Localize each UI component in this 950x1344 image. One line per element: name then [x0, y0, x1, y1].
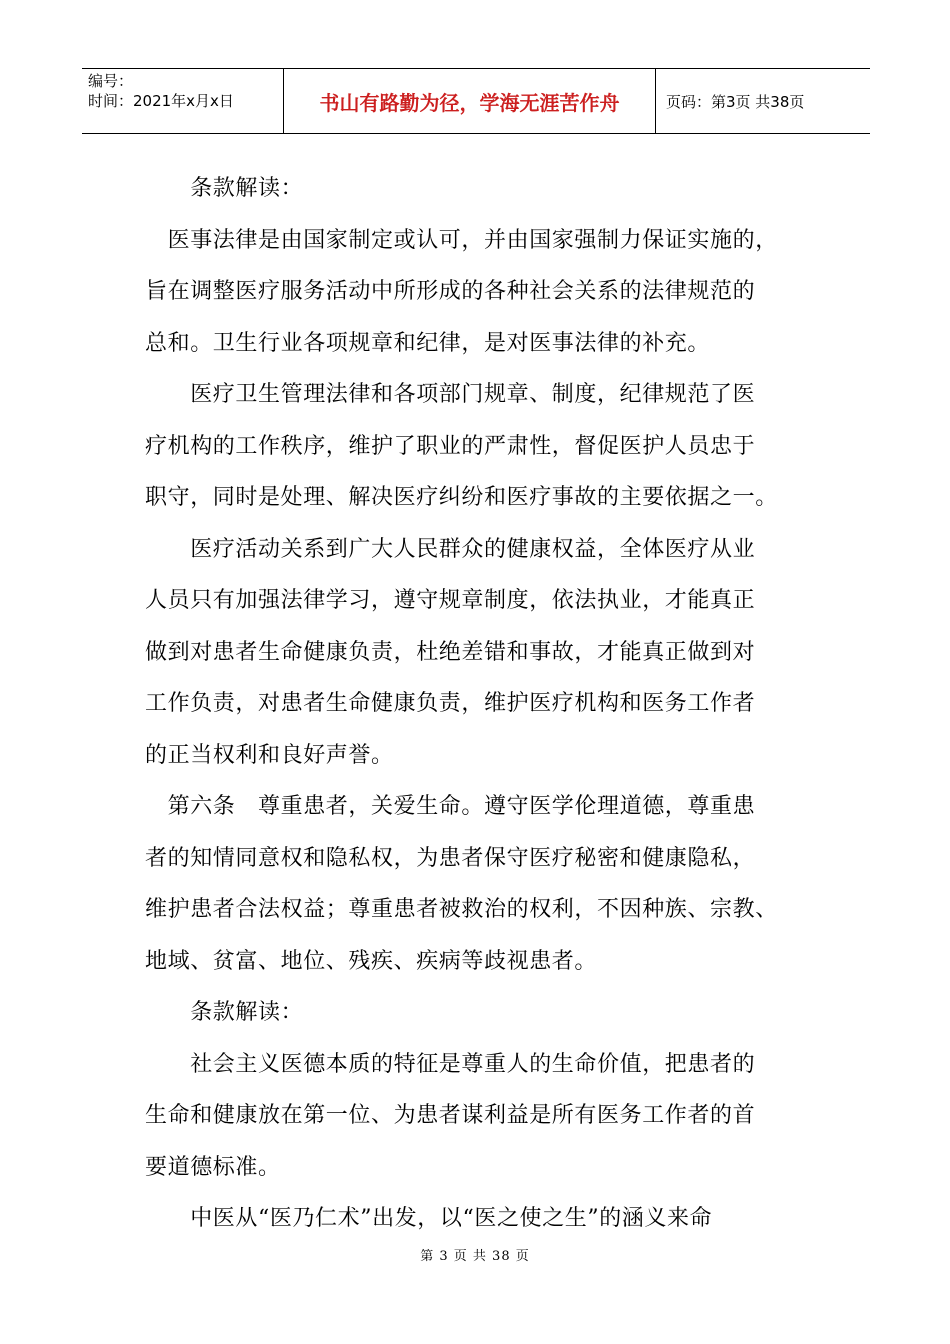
text-line: 地域、贫富、地位、残疾、疾病等歧视患者。 [145, 948, 598, 974]
document-body [145, 163, 815, 1245]
text-line: 旨在调整医疗服务活动中所形成的各种社会关系的法律规范的 [145, 279, 756, 304]
text-line: 医疗卫生管理法律和各项部门规章、制度，纪律规范了医 [145, 382, 756, 407]
text-line: 的正当权利和良好声誉。 [145, 742, 394, 768]
text-line: 工作负责，对患者生命健康负责，维护医疗机构和医务工作者 [145, 691, 756, 716]
header-motto: 书山有路勤为径，学海无涯苦作舟 [284, 69, 656, 133]
page-footer: 第 3 页 共 38 页 [420, 1249, 530, 1264]
text-line: 生命和健康放在第一位、为患者谋利益是所有医务工作者的首 [145, 1103, 756, 1128]
text-line: 者的知情同意权和隐私权，为患者保守医疗秘密和健康隐私， [145, 845, 756, 871]
text-line: 人员只有加强法律学习，遵守规章制度，依法执业，才能真正 [145, 588, 756, 613]
text-line: 职守，同时是处理、解决医疗纠纷和医疗事故的主要依据之一。 [145, 485, 778, 510]
text-line: 条款解读： [145, 1000, 304, 1025]
header-page-info: 页码：第3页 共38页 [666, 92, 805, 111]
text-line: 医疗活动关系到广大人民群众的健康权益，全体医疗从业 [145, 536, 756, 562]
page-header [82, 68, 870, 134]
text-line: 要道德标准。 [145, 1154, 281, 1180]
text-line: 维护患者合法权益；尊重患者被救治的权利，不因种族、宗教、 [145, 897, 778, 922]
text-line: 条款解读： [145, 176, 304, 201]
text-line: 疗机构的工作秩序，维护了职业的严肃性，督促医护人员忠于 [145, 433, 756, 459]
text-line: 社会主义医德本质的特征是尊重人的生命价值，把患者的 [145, 1051, 756, 1077]
document-number: 编号： [88, 72, 134, 90]
text-line: 第六条 尊重患者，关爱生命。遵守医学伦理道德，尊重患 [145, 794, 756, 819]
text-line: 中医从“医乃仁术”出发，以“医之使之生”的涵义来命 [145, 1206, 713, 1231]
text-line: 医事法律是由国家制定或认可，并由国家强制力保证实施的， [145, 227, 778, 253]
text-line: 做到对患者生命健康负责，杜绝差错和事故，才能真正做到对 [145, 639, 756, 665]
document-date: 时间：2021年x月x日 [88, 92, 234, 110]
text-line: 总和。卫生行业各项规章和纪律，是对医事法律的补充。 [145, 330, 711, 356]
header-meta [82, 69, 284, 133]
